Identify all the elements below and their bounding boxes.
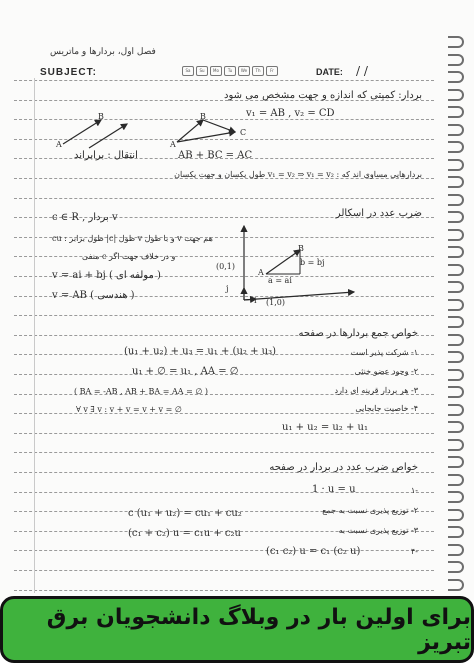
binding-ring — [448, 159, 464, 171]
binding-ring — [448, 194, 464, 206]
ruled-line — [14, 433, 434, 434]
section-heading: ضرب عدد در اسکالر — [335, 208, 422, 219]
vector-arrow — [177, 132, 235, 142]
binding-ring — [448, 351, 464, 363]
x-axis — [244, 292, 354, 300]
ruled-line — [14, 198, 434, 199]
binding-ring — [448, 421, 464, 433]
point-label: B — [98, 112, 104, 121]
subject-label: SUBJECT: — [40, 67, 97, 78]
binding-ring — [448, 141, 464, 153]
top-note: فصل اول، بردارها و ماتریس — [50, 47, 156, 57]
definition-text: بردار: کمیتی که اندازه و جهت مشخص می شود — [224, 90, 422, 101]
point-label: A — [56, 140, 62, 149]
promo-banner — [0, 596, 474, 663]
day-box: Th — [252, 66, 264, 76]
property-equation: 1 · u = u — [312, 484, 356, 495]
binding-ring — [448, 456, 464, 468]
binding-ring — [448, 54, 464, 66]
binding-ring — [448, 89, 464, 101]
binding-ring — [448, 36, 464, 48]
binding-ring — [448, 299, 464, 311]
binding-ring — [448, 106, 464, 118]
point-label: C — [240, 128, 247, 137]
equality-note: بردارهایی مساوی اند که : v₁ = v₂ ⇒ v₁ = v₂ طول یکسان و جهت یکسان — [174, 170, 422, 179]
day-box: Mo — [210, 66, 222, 76]
property-equation: u₁ + u₂ = u₂ + u₁ — [282, 422, 369, 433]
binding-ring — [448, 176, 464, 188]
date-value: / / — [356, 64, 368, 78]
binding-ring — [448, 281, 464, 293]
binding-ring — [448, 264, 464, 276]
scalar-def: c ∈ R , بردار v — [52, 212, 118, 223]
binding-ring — [448, 491, 464, 503]
day-box: Su — [196, 66, 208, 76]
binding-ring — [448, 561, 464, 573]
day-box: Fr — [266, 66, 278, 76]
day-boxes — [182, 66, 278, 76]
binding-ring — [448, 246, 464, 258]
binding-ring — [448, 509, 464, 521]
point-label: A — [258, 268, 264, 277]
coord-label: (0,1) — [216, 262, 235, 271]
coord-label: (1,0) — [266, 298, 285, 307]
property-equation: (c₁ c₂) u = c₁ (c₂ u) — [266, 546, 361, 557]
definition-equation: v₁ = AB , v₂ = CD — [246, 108, 335, 119]
property-text: ۲- وجود عضو خنثی — [354, 367, 418, 376]
binding-ring — [448, 334, 464, 346]
scalar-note: و در خلاف جهت اگر c منفی — [82, 252, 176, 261]
binding-ring — [448, 439, 464, 451]
vector-arrow — [63, 120, 101, 144]
day-box: Sa — [182, 66, 194, 76]
vector-arrow — [203, 120, 235, 132]
property-text: ۴- — [411, 547, 418, 556]
scalar-note: cu : طول برابر |c| طول v و با طول v هم جهت — [52, 234, 213, 243]
ruled-line — [14, 452, 434, 453]
property-text: ۱- — [411, 486, 418, 495]
binding-ring — [448, 386, 464, 398]
unit-label: j — [226, 284, 229, 293]
property-equation: ∀ v ∃ v : v + v = v + v = ∅ — [76, 405, 182, 414]
property-equation: (u₁ + u₂) + u₃ = u₁ + (u₂ + u₃) — [124, 346, 276, 357]
property-text: ۳- هر بردار قرینه ای دارد — [334, 386, 418, 395]
sum-equation: AB + BC = AC — [178, 150, 253, 161]
unit-label: i — [254, 296, 257, 305]
section-heading: خواص جمع بردارها در صفحه — [298, 328, 418, 339]
geometric-form: v = AB ( هندسی ) — [52, 290, 135, 301]
component-form: v = ai + bj ( مولفه ای ) — [52, 270, 161, 281]
binding-ring — [448, 544, 464, 556]
property-equation: (c₁ + c₂) u = c₁u + c₂u — [128, 528, 241, 539]
property-text: ۳- توزیع پذیری نسبت به — [338, 526, 418, 535]
component-label: b = bj — [300, 258, 325, 267]
component-label: a = ai — [268, 276, 292, 285]
binding-ring — [448, 71, 464, 83]
ruled-line — [14, 256, 434, 257]
property-equation: ( BA = -AB , AB + BA = AA = ∅ ) — [74, 387, 208, 396]
binding-ring — [448, 369, 464, 381]
point-label: B — [298, 244, 304, 253]
ruled-line — [14, 315, 434, 316]
translation-note: انتقال : برابراند — [74, 150, 138, 161]
binding-ring — [448, 404, 464, 416]
date-label: DATE: — [316, 67, 343, 77]
section-heading: خواص ضرب عدد در بردار در صفحه — [269, 462, 418, 473]
binding-ring — [448, 211, 464, 223]
property-text: ۴- خاصیت جابجایی — [355, 404, 418, 413]
ruled-line — [14, 590, 434, 591]
ruled-line — [14, 550, 434, 551]
binding-ring — [448, 526, 464, 538]
binding-ring — [448, 124, 464, 136]
property-text: ۱- شرکت پذیر است — [350, 348, 418, 357]
vector-arrow — [89, 124, 127, 148]
binding-ring — [448, 474, 464, 486]
banner-text: برای اولین بار در وبلاگ دانشجویان برق تبریز — [46, 604, 471, 655]
ruled-line — [14, 492, 434, 493]
day-box: Tu — [224, 66, 236, 76]
binding-ring — [448, 229, 464, 241]
binding-ring — [448, 579, 464, 591]
property-equation: c (u₁ + u₂) = cu₁ + cu₂ — [128, 508, 242, 519]
ruled-line — [14, 570, 434, 571]
margin-line — [34, 78, 35, 593]
property-equation: u₁ + ∅ = u₁ , AA = ∅ — [132, 366, 239, 377]
point-label: B — [200, 112, 206, 121]
ruled-line — [14, 80, 434, 81]
binding-ring — [448, 316, 464, 328]
vector-arrow — [266, 250, 300, 274]
property-text: ۲- توزیع پذیری نسبت به جمع — [322, 506, 418, 515]
day-box: We — [238, 66, 250, 76]
point-label: A — [170, 140, 176, 149]
